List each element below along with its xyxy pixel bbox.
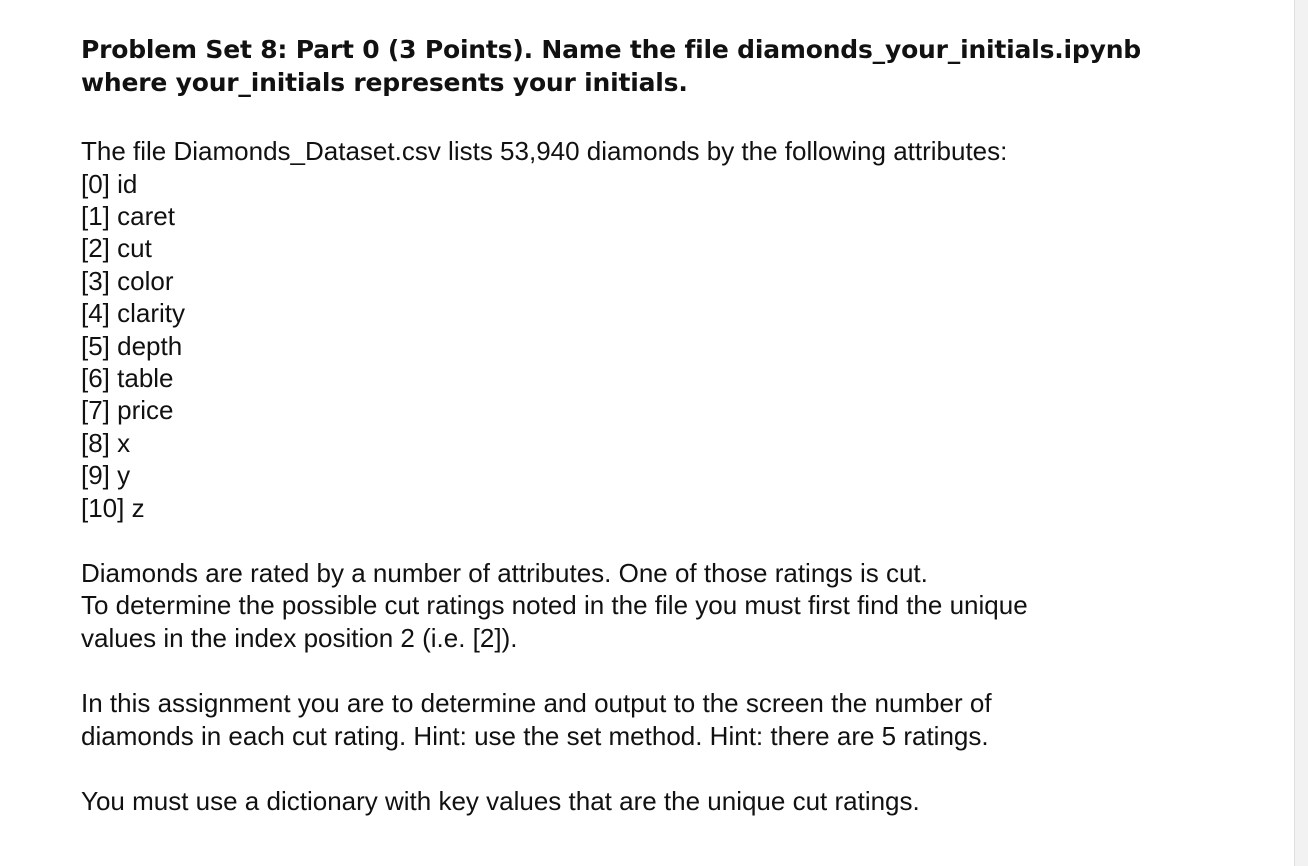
dictionary-requirement: You must use a dictionary with key values that are the unique cut ratings. xyxy=(81,786,920,817)
title-line-1: Problem Set 8: Part 0 (3 Points). Name the file diamonds_your_initials.ipynb xyxy=(81,35,1142,64)
attribute-item: [1] caret xyxy=(81,200,175,231)
attribute-item: [8] x xyxy=(81,427,131,458)
attribute-item: [4] clarity xyxy=(81,298,186,329)
attribute-item: [0] id xyxy=(81,168,138,199)
paragraph-line: To determine the possible cut ratings noted in the file you must first find the unique xyxy=(81,590,1028,621)
paragraph-line: In this assignment you are to determine and output to the screen the number of xyxy=(81,688,992,719)
attribute-item: [7] price xyxy=(81,395,174,426)
attribute-item: [2] cut xyxy=(81,233,152,264)
attribute-item: [3] color xyxy=(81,265,174,296)
vertical-scrollbar[interactable] xyxy=(1294,0,1308,866)
title-line-2: where your_initials represents your initials. xyxy=(81,68,688,97)
attribute-item: [6] table xyxy=(81,362,174,393)
intro-text: The file Diamonds_Dataset.csv lists 53,940 diamonds by the following attributes: xyxy=(81,136,1008,166)
paragraph-line: values in the index position 2 (i.e. [2]). xyxy=(81,622,518,653)
attribute-item: [5] depth xyxy=(81,330,183,361)
document-content xyxy=(81,33,1231,818)
attribute-item: [10] z xyxy=(81,492,145,523)
cut-ratings-paragraph xyxy=(81,557,1231,655)
problem-title xyxy=(81,33,1231,99)
attribute-list xyxy=(81,168,1231,524)
assignment-paragraph xyxy=(81,687,1231,752)
paragraph-line: diamonds in each cut rating. Hint: use the set method. Hint: there are 5 ratings. xyxy=(81,720,989,751)
attribute-item: [9] y xyxy=(81,460,131,491)
paragraph-line: Diamonds are rated by a number of attributes. One of those ratings is cut. xyxy=(81,557,928,588)
